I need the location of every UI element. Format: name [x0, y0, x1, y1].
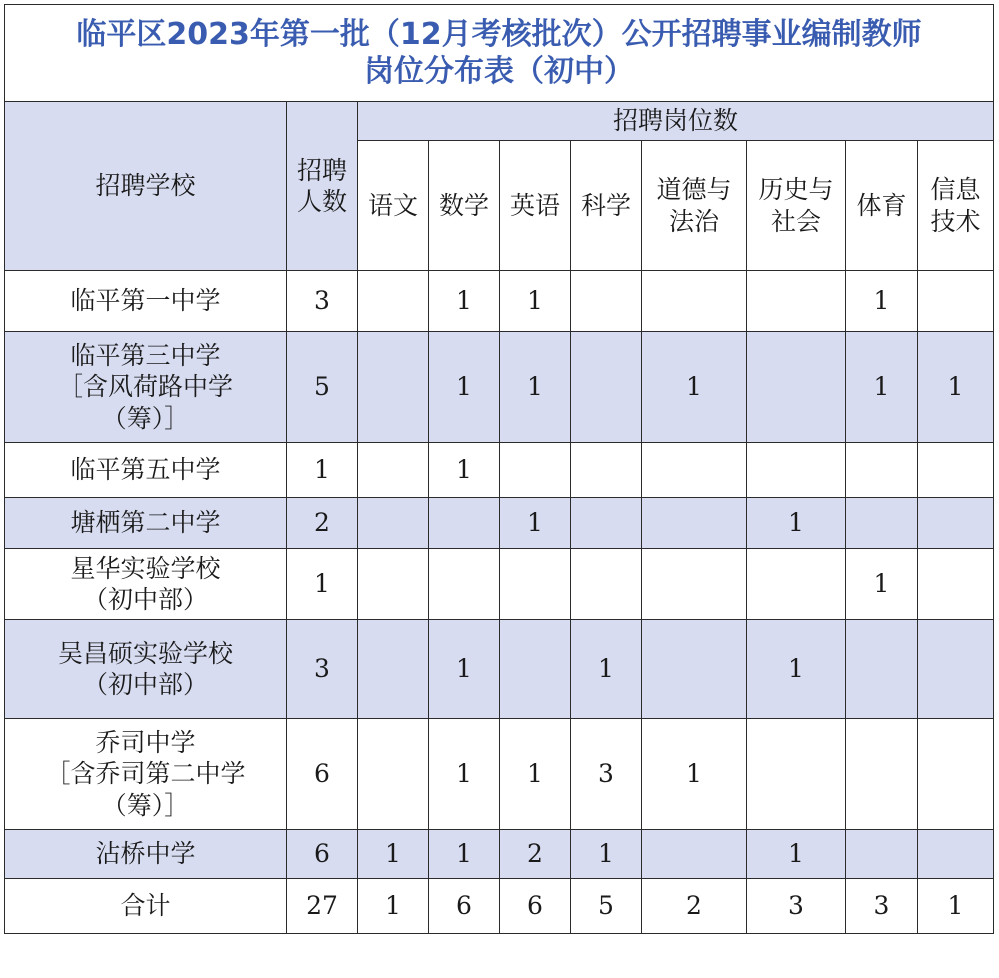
header-subject-line-2: 技术	[930, 206, 981, 236]
header-subject	[918, 141, 994, 271]
table-row	[5, 498, 994, 549]
school-name-line: 临平第一中学	[70, 286, 221, 316]
total-count: 27	[287, 879, 358, 934]
position-cell	[571, 443, 642, 498]
header-subject-line-1: 道德与	[656, 175, 732, 205]
header-subject	[747, 141, 846, 271]
total-label: 合计	[5, 879, 287, 934]
position-cell	[918, 719, 994, 830]
header-positions-group: 招聘岗位数	[358, 102, 994, 141]
position-cell	[571, 271, 642, 332]
count-cell: 1	[287, 549, 358, 620]
total-row	[5, 879, 994, 934]
count-cell: 3	[287, 620, 358, 719]
header-subject-line-2: 法治	[668, 206, 719, 236]
position-cell	[571, 332, 642, 443]
position-cell	[747, 549, 846, 620]
position-cell	[642, 498, 747, 549]
position-cell: 1	[918, 332, 994, 443]
table-row	[5, 830, 994, 879]
position-cell	[429, 498, 500, 549]
position-cell	[918, 549, 994, 620]
position-cell: 1	[358, 830, 429, 879]
header-subject	[358, 141, 429, 271]
position-cell: 1	[747, 830, 846, 879]
position-cell	[846, 498, 918, 549]
school-name-line: ［含风荷路中学	[57, 372, 233, 402]
total-cell: 1	[918, 879, 994, 934]
header-subject-line-1: 科学	[580, 190, 631, 220]
header-subject	[642, 141, 747, 271]
position-cell	[358, 271, 429, 332]
school-name-cell	[5, 719, 287, 830]
position-cell	[358, 719, 429, 830]
position-cell	[747, 332, 846, 443]
position-cell: 1	[500, 498, 571, 549]
position-cell	[642, 549, 747, 620]
position-cell	[642, 620, 747, 719]
school-name-line: 星华实验学校	[70, 553, 221, 583]
title-line-1: 临平区2023年第一批（12月考核批次）公开招聘事业编制教师	[76, 16, 922, 52]
position-cell	[358, 443, 429, 498]
position-cell	[500, 549, 571, 620]
count-cell: 3	[287, 271, 358, 332]
school-name-cell	[5, 332, 287, 443]
position-cell	[747, 271, 846, 332]
total-cell: 5	[571, 879, 642, 934]
header-subject-line-1: 历史与	[758, 175, 834, 205]
position-cell	[358, 498, 429, 549]
count-cell: 5	[287, 332, 358, 443]
position-cell	[918, 620, 994, 719]
school-name-cell	[5, 620, 287, 719]
header-school: 招聘学校	[5, 102, 287, 271]
count-cell: 6	[287, 719, 358, 830]
total-cell: 6	[429, 879, 500, 934]
position-cell	[918, 498, 994, 549]
header-subject-line-1: 体育	[856, 190, 907, 220]
school-name-line: 吴昌硕实验学校	[57, 638, 233, 668]
school-name-cell	[5, 498, 287, 549]
position-cell: 1	[846, 549, 918, 620]
header-count-line-2: 人数	[296, 187, 347, 216]
header-count	[287, 102, 358, 271]
header-subject-line-1: 数学	[438, 190, 489, 220]
position-cell: 1	[429, 620, 500, 719]
school-name-cell	[5, 830, 287, 879]
table-title	[5, 5, 994, 102]
school-name-cell	[5, 271, 287, 332]
position-cell: 1	[429, 332, 500, 443]
position-cell: 1	[642, 332, 747, 443]
table-row	[5, 620, 994, 719]
position-cell: 1	[500, 719, 571, 830]
position-cell: 1	[846, 271, 918, 332]
table-row	[5, 271, 994, 332]
school-name-line: 塘栖第二中学	[70, 508, 221, 538]
position-cell: 1	[429, 719, 500, 830]
position-cell	[846, 719, 918, 830]
table-row	[5, 443, 994, 498]
count-cell: 1	[287, 443, 358, 498]
table-row	[5, 332, 994, 443]
school-name-line: （筹）］	[101, 790, 190, 820]
header-subject	[429, 141, 500, 271]
position-cell	[747, 443, 846, 498]
header-subject-line-1: 语文	[367, 190, 418, 220]
count-cell: 6	[287, 830, 358, 879]
total-cell: 1	[358, 879, 429, 934]
position-cell	[642, 271, 747, 332]
position-cell: 1	[429, 443, 500, 498]
position-cell	[571, 549, 642, 620]
count-cell: 2	[287, 498, 358, 549]
position-cell	[358, 620, 429, 719]
header-subject	[500, 141, 571, 271]
position-cell: 1	[500, 271, 571, 332]
school-name-line: （初中部）	[82, 670, 208, 699]
position-cell: 1	[846, 332, 918, 443]
position-cell	[500, 620, 571, 719]
position-cell: 1	[500, 332, 571, 443]
position-cell	[846, 620, 918, 719]
position-cell: 1	[571, 620, 642, 719]
position-cell: 1	[429, 830, 500, 879]
position-cell	[642, 830, 747, 879]
position-cell	[358, 549, 429, 620]
school-name-line: （初中部）	[82, 585, 208, 614]
school-name-line: ［含乔司第二中学	[45, 759, 246, 789]
header-count-line-1: 招聘	[296, 155, 347, 185]
position-cell	[358, 332, 429, 443]
recruitment-table	[4, 4, 994, 934]
header-subject-line-2: 社会	[770, 206, 821, 236]
total-cell: 6	[500, 879, 571, 934]
table-row	[5, 549, 994, 620]
school-name-line: 乔司中学	[95, 728, 196, 758]
position-cell	[918, 830, 994, 879]
school-name-line: （筹）］	[101, 403, 190, 433]
position-cell	[429, 549, 500, 620]
position-cell: 1	[571, 830, 642, 879]
header-subject	[846, 141, 918, 271]
table-row	[5, 719, 994, 830]
total-cell: 2	[642, 879, 747, 934]
position-cell: 1	[642, 719, 747, 830]
position-cell	[918, 271, 994, 332]
position-cell: 1	[429, 271, 500, 332]
school-name-line: 临平第五中学	[70, 455, 221, 485]
position-cell	[846, 830, 918, 879]
total-cell: 3	[747, 879, 846, 934]
header-subject	[571, 141, 642, 271]
school-name-cell	[5, 443, 287, 498]
position-cell: 3	[571, 719, 642, 830]
position-cell: 1	[747, 620, 846, 719]
school-name-line: 沾桥中学	[95, 839, 196, 869]
header-subject-line-1: 信息	[930, 175, 981, 205]
title-line-2: 岗位分布表（初中）	[364, 54, 634, 89]
position-cell	[846, 443, 918, 498]
total-cell: 3	[846, 879, 918, 934]
header-subject-line-1: 英语	[509, 190, 560, 220]
position-cell: 2	[500, 830, 571, 879]
school-name-line: 临平第三中学	[70, 341, 221, 371]
position-cell: 1	[747, 498, 846, 549]
school-name-cell	[5, 549, 287, 620]
position-cell	[500, 443, 571, 498]
position-cell	[642, 443, 747, 498]
position-cell	[747, 719, 846, 830]
position-cell	[918, 443, 994, 498]
position-cell	[571, 498, 642, 549]
